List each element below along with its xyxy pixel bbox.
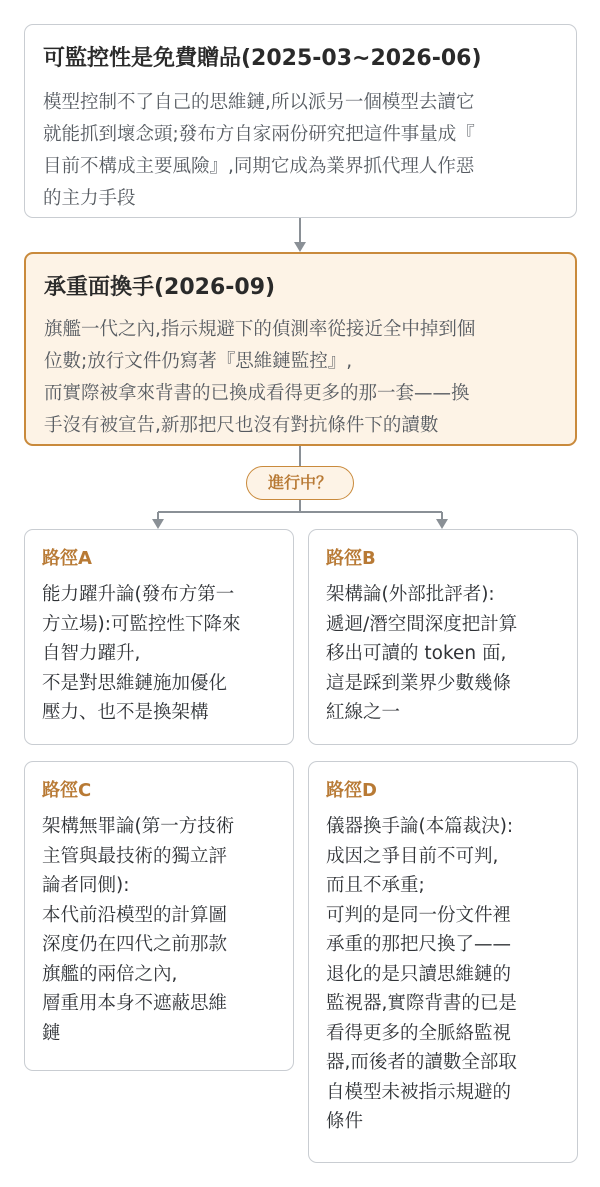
path-d-line: 儀器換手論(本篇裁決):	[326, 816, 514, 837]
path-b-label: 路徑B	[326, 548, 376, 569]
middle-node-line: 位數;放行文件仍寫著『思維鏈監控』,	[44, 351, 353, 372]
path-b-line: 這是踩到業界少數幾條	[326, 672, 512, 694]
path-d-node	[308, 761, 578, 1163]
arrowhead-right	[436, 519, 448, 529]
path-d-line: 退化的是只讀思維鏈的	[326, 963, 512, 985]
path-a-label: 路徑A	[42, 548, 92, 569]
path-d-line: 看得更多的全脈絡監視	[326, 1022, 512, 1044]
path-a-body	[42, 580, 285, 728]
path-c-line: 深度仍在四代之前那款	[42, 934, 228, 955]
path-a-line: 能力躍升論(發布方第一	[42, 584, 235, 605]
path-d-line: 可判的是同一份文件裡	[326, 904, 512, 926]
path-b-line: 架構論(外部批評者):	[326, 584, 495, 605]
path-c-line: 旗艦的兩倍之內,	[42, 963, 178, 985]
middle-node-body	[44, 314, 563, 442]
top-node-line: 的主力手段	[43, 188, 136, 209]
path-a-line: 不是對思維鏈施加優化	[42, 672, 228, 694]
middle-node-line: 旗艦一代之內,指示規避下的偵測率從接近全中掉到個	[44, 319, 476, 340]
path-b-body	[326, 580, 569, 728]
path-b-line: 遞迴/潛空間深度把計算	[326, 613, 518, 635]
path-d-line: 條件	[326, 1111, 364, 1132]
top-node-title: 可監控性是免費贈品(2025-03~2026-06)	[43, 46, 482, 71]
path-c-line: 本代前沿模型的計算圖	[42, 904, 228, 926]
path-d-line: 監視器,實際背書的已是	[326, 993, 517, 1014]
path-c-line: 架構無罪論(第一方技術	[42, 816, 235, 837]
middle-node-line: 手沒有被宣告,新那把尺也沒有對抗條件下的讀數	[44, 415, 439, 436]
top-node-line: 目前不構成主要風險』,同期它成為業界抓代理人作惡	[43, 156, 475, 177]
middle-node	[24, 252, 577, 446]
path-a-line: 自智力躍升,	[42, 643, 141, 664]
path-a-line: 方立場):可監控性下降來	[42, 613, 241, 635]
path-d-body	[326, 812, 569, 1137]
path-b-node	[308, 529, 578, 745]
path-a-node	[24, 529, 294, 745]
path-c-line: 層重用本身不遮蔽思維	[42, 993, 228, 1014]
arrowhead-left	[152, 519, 164, 529]
path-c-line: 主管與最技術的獨立評	[42, 845, 228, 867]
top-node-line: 模型控制不了自己的思維鏈,所以派另一個模型去讀它	[43, 92, 475, 113]
path-c-label: 路徑C	[42, 780, 92, 801]
path-c-line: 鏈	[42, 1022, 61, 1044]
path-d-line: 承重的那把尺換了——	[326, 934, 512, 955]
path-b-line: 紅線之一	[326, 702, 401, 723]
middle-node-title: 承重面換手(2026-09)	[44, 275, 276, 300]
path-d-line: 自模型未被指示規避的	[326, 1081, 512, 1103]
top-node-line: 就能抓到壞念頭;發布方自家兩份研究把這件事量成『	[43, 124, 475, 145]
path-c-line: 論者同側):	[42, 875, 130, 896]
path-d-label: 路徑D	[326, 780, 377, 801]
path-a-line: 壓力、也不是換架構	[42, 702, 209, 723]
path-d-line: 而且不承重;	[326, 875, 425, 896]
path-c-node	[24, 761, 294, 1071]
path-b-line: 移出可讀的 token 面,	[326, 643, 507, 664]
path-d-line: 成因之爭目前不可判,	[326, 845, 499, 867]
top-node	[24, 24, 577, 218]
decision-badge: 進行中？	[246, 466, 354, 500]
arrowhead-middle	[294, 242, 306, 252]
top-node-body	[43, 87, 564, 215]
path-d-line: 器,而後者的讀數全部取	[326, 1052, 517, 1073]
middle-node-line: 而實際被拿來背書的已換成看得更多的那一套——換	[44, 383, 470, 404]
path-c-body	[42, 812, 285, 1048]
